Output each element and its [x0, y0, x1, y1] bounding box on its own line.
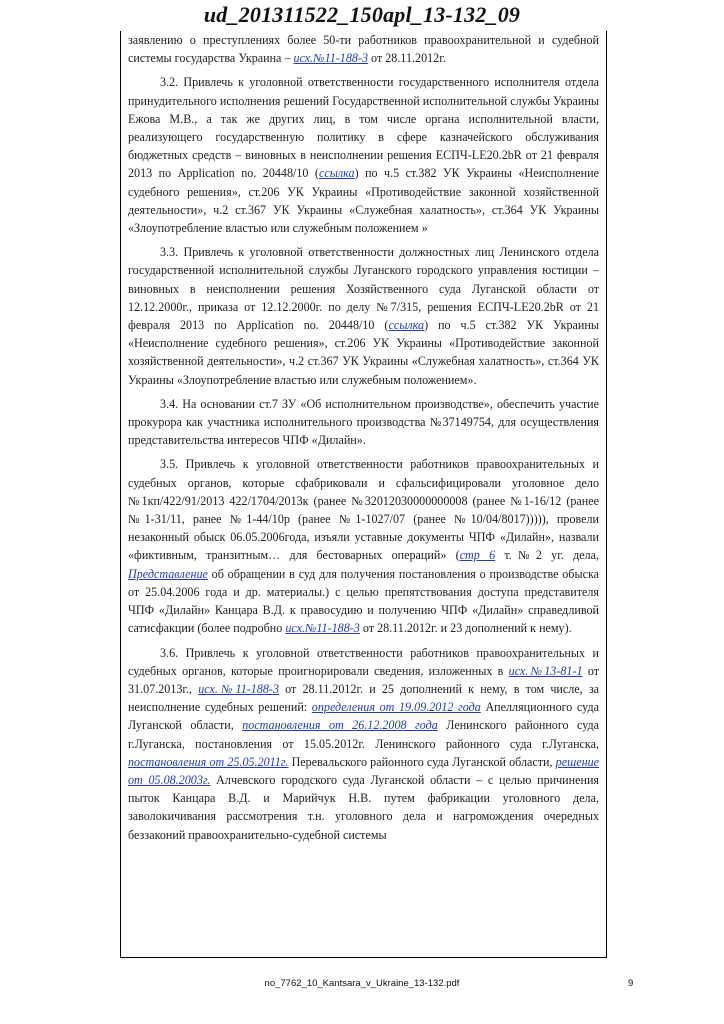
paragraph-text: 3.5. Привлечь к уголовной ответственности работников правоохранительных и судебных органов, которые сфабриковали и сфальсифицировали уголовное дело №1кп/422/91/2013 422/1704/2013к (ранее №32012030000000008 (ранее №1-16/12 (ранее №1-31/11, ранее №1-44/10р (ранее №1-1027/07 (ранее №10/04/8017))))), провели незаконный обыск 06.05.2006года, изъяли уставные документы ЧПФ «Дилайн», назвали «фиктивным, транзитным… для бестоварных операций» (: [128, 457, 599, 563]
reference-link[interactable]: исх.№11-188-3: [198, 681, 279, 696]
paragraph-text: ) по ч.5 ст.382 УК Украины «Неисполнение судебного решения», ст.206 УК Украины «Противодействие законной хозяйственной деятельности», ч.2 ст.367 УК Украины «Служебная халатность», ст.364 УК Украины «Злоупотребление властью или служебным положением »: [128, 166, 599, 236]
paragraph-text: т.№2 уг. дела,: [495, 548, 600, 563]
paragraph-text: Алчевского городского суда Луганской области – с целью причинения пыток Канцара В.Д. и Марийчук Н.В. путем фабрикации уголовного дела, заволокичивания рассмотрения т.н. уголовного дела и нагромождения очередных беззаконий правоохранительно-судебной системы: [128, 772, 599, 842]
reference-link[interactable]: исх.№13-81-1: [508, 663, 583, 678]
document-header-title: ud_201311522_150apl_13-132_09: [203, 2, 521, 27]
paragraph-text: 3.6. Привлечь к уголовной ответственности работников правоохранительных и судебных органов, которые проигнорировали сведения, изложенных в: [128, 645, 599, 678]
reference-link[interactable]: исх.№11-188-3: [293, 51, 369, 66]
paragraph-continuation: [128, 31, 599, 67]
paragraph-text: об обращении в суд для получения постановления о производстве обыска от 25.04.2006 года и др. материалы.) с целью препятствования доступа представителя ЧПФ «Дилайн» Канцара В.Д. к правосудию и получению ЧПФ «Дилайн» справедливой сатисфакции (более подробно: [128, 566, 599, 636]
paragraph-text: от 31.07.2013г.,: [128, 663, 599, 696]
reference-link[interactable]: стр 6: [459, 548, 496, 563]
paragraph-text: Перевальского районного суда Луганской области,: [288, 754, 556, 769]
reference-link[interactable]: постановления от 26.12.2008 года: [242, 718, 438, 733]
paragraph-text: от 28.11.2012г. и 25 дополнений к нему, в том числе, за неисполнение судебных решений:: [128, 681, 599, 715]
reference-link[interactable]: исх.№11-188-3: [285, 621, 360, 636]
paragraph-text: ) по ч.5 ст.382 УК Украины «Неисполнение судебного решения», ст.206 УК Украины «Противодействие законной хозяйственной деятельности», ч.2 ст.367 УК Украины «Служебная халатность», ст.364 УК Украины «Злоупотребление властью или служебным положением».: [128, 318, 599, 387]
document-body: [128, 31, 599, 850]
reference-link[interactable]: постановления от 25.05.2011г.: [128, 754, 289, 769]
paragraph-text: заявлению о преступлениях более 50-ти работников правоохранительной и судебной системы государства Украина –: [128, 33, 599, 66]
paragraph-text: Ленинского районного суда г.Луганска, постановления от 15.05.2012г. Ленинского районного суда г.Луганска,: [128, 718, 599, 751]
paragraph-text: 3.4. На основании ст.7 ЗУ «Об исполнительном производстве», обеспечить участие прокурора как участника исполнительного производства №37149754, для осуществления представительства интересов ЧПФ «Дилайн».: [128, 396, 599, 448]
reference-link[interactable]: решение от 05.08.2003г.: [128, 754, 599, 787]
reference-link[interactable]: ссылка: [318, 166, 355, 181]
paragraph-3-3: [128, 243, 599, 389]
paragraph-text: 3.2. Привлечь к уголовной ответственности государственного исполнителя отдела принудительного исполнения решений Государственной исполнительной службы Украины Ежова М.В., а так же других лиц, в том числе органа исполнительной власти, реализующего государственную политику в сфере казначейского обслуживания бюджетных средств – виновных в неисполнении решения ЕСПЧ-LE20.2bR от 21 февраля 2013 по Application no. 20448/10 (: [128, 75, 599, 181]
reference-link[interactable]: определения от 19.09.2012 года: [311, 700, 481, 715]
paragraph-text: от 28.11.2012г. и 23 дополнений к нему).: [359, 621, 572, 636]
page-number: 9: [628, 978, 634, 989]
paragraph-text: 3.3. Привлечь к уголовной ответственности должностных лиц Ленинского отдела государственной исполнительной службы Луганского городского управления юстиции – виновных в неисполнении решения Хозяйственного суда Луганской области от 12.12.2000г., приказа от 12.12.2000г. по делу №7/315, решения ЕСПЧ-LE20.2bR от 21 февраля 2013 по Application no. 20448/10 (: [128, 245, 599, 333]
paragraph-3-5: [128, 455, 599, 637]
paragraph-text: Апелляционного суда Луганской области,: [128, 700, 599, 733]
paragraph-3-6: [128, 644, 599, 844]
reference-link[interactable]: Представление: [128, 566, 208, 581]
paragraph-3-4: [128, 395, 599, 450]
footer-filename: no_7762_10_Kantsara_v_Ukraine_13-132.pdf: [264, 978, 460, 989]
paragraph-text: от 28.11.2012г.: [368, 51, 446, 66]
reference-link[interactable]: ссылка: [388, 318, 425, 333]
paragraph-3-2: [128, 73, 599, 237]
